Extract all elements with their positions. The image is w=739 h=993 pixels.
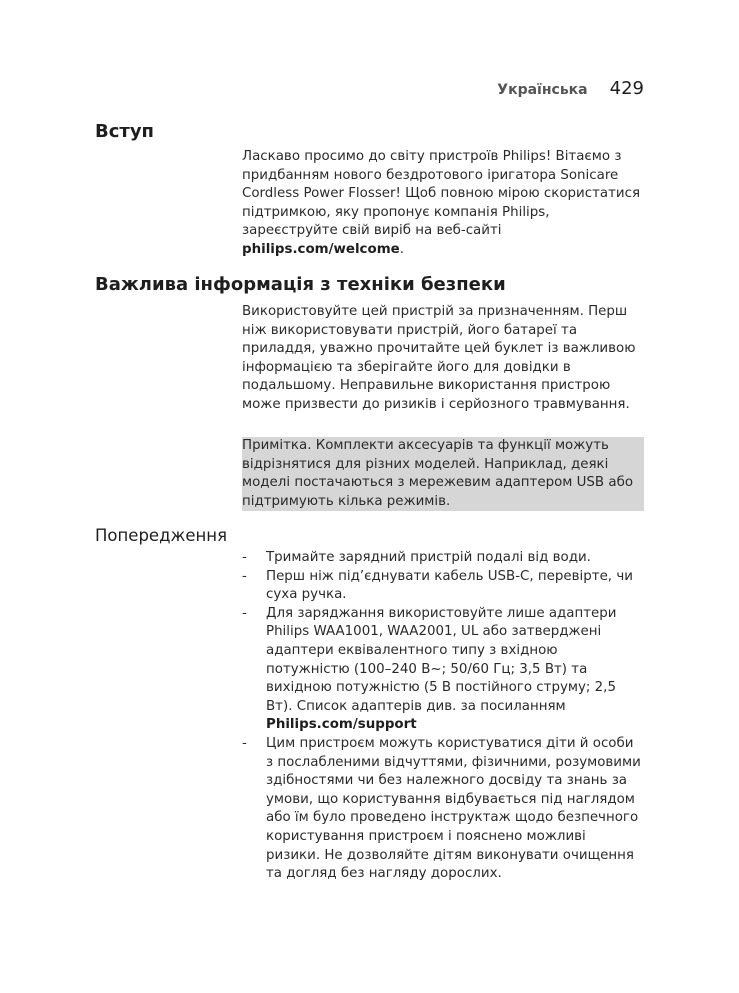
safety-note: Примітка. Комплекти аксесуарів та функції можуть відрізнятися для різних моделей. Наприклад, деякі моделі постачаються з мережевим адаптером USB або підтримують кілька режимів. xyxy=(242,437,644,511)
warning-item xyxy=(242,568,644,605)
warning-item xyxy=(242,605,644,735)
warning-item xyxy=(242,735,644,884)
intro-suffix: . xyxy=(399,241,404,257)
philips-support-link[interactable]: Philips.com/support xyxy=(266,717,417,733)
warning-item xyxy=(242,549,644,568)
warning-text: Цим пристроєм можуть користуватися діти й особи з послабленими відчуттями, фізичними, розумовими здібностями чи без належного досвіду та знань за умови, що користування відбувається під наглядом або їм було проведено інструктаж щодо безпечного користування пристроєм і пояснено можливі ризики. Не дозволяйте дітям виконувати очищення та догляд без нагляду дорослих. xyxy=(266,735,641,882)
list-dash: - xyxy=(242,605,247,621)
warning-text: Тримайте зарядний пристрій подалі від води. xyxy=(266,550,591,565)
list-dash: - xyxy=(242,550,247,565)
list-dash: - xyxy=(242,568,247,584)
warning-text: Для заряджання використовуйте лише адаптери Philips WAA1001, WAA2001, UL або затверджені адаптери еквівалентного типу з вхідною потужністю (100–240 В~; 50/60 Гц; 3,5 Вт) та вихідною потужністю (5 В постійного струму; 2,5 Вт). Список адаптерів див. за посиланням xyxy=(266,605,617,714)
list-dash: - xyxy=(242,735,247,751)
intro-text: Ласкаво просимо до світу пристроїв Philips! Вітаємо з придбанням нового бездротового іригатора Sonicare Cordless Power Flosser! Щоб повною мірою скористатися підтримкою, яку пропонує компанія Philips, зареєструйте свій виріб на веб-сайті xyxy=(242,149,641,239)
header-language: Українська xyxy=(497,82,588,98)
safety-heading: Важлива інформація з техніки безпеки xyxy=(95,274,506,295)
warnings-heading: Попередження xyxy=(95,526,227,545)
page-header xyxy=(497,78,644,99)
safety-paragraph: Використовуйте цей пристрій за призначенням. Перш ніж використовувати пристрій, його батареї та приладдя, уважно прочитайте цей буклет із важливою інформацією та зберігайте його для довідки в подальшому. Неправильне використання пристрою може призвести до ризиків і серйозного травмування. xyxy=(242,304,636,412)
intro-paragraph xyxy=(242,148,644,260)
philips-welcome-link[interactable]: philips.com/welcome xyxy=(242,241,400,257)
intro-heading: Вступ xyxy=(95,121,154,142)
page-number: 429 xyxy=(609,78,644,99)
warning-text: Перш ніж під’єднувати кабель USB-C, перевірте, чи суха ручка. xyxy=(266,568,633,603)
warnings-list xyxy=(242,549,644,884)
